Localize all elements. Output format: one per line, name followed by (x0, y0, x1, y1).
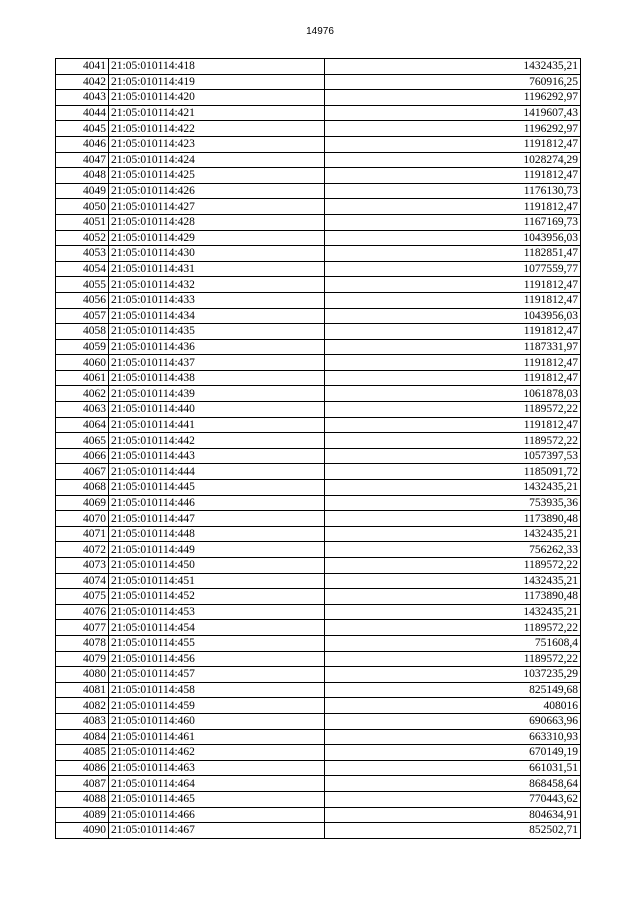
cadastral-number-cell: 21:05:010114:454 (109, 620, 325, 636)
table-row (56, 136, 581, 152)
table-row (56, 589, 581, 605)
table-row (56, 573, 581, 589)
cadastral-value-cell: 1037235,29 (325, 667, 581, 683)
row-number-cell: 4055 (56, 277, 109, 293)
cadastral-number-cell: 21:05:010114:426 (109, 183, 325, 199)
table-row (56, 324, 581, 340)
table-row (56, 168, 581, 184)
row-number-cell: 4079 (56, 651, 109, 667)
cadastral-number-cell: 21:05:010114:428 (109, 214, 325, 230)
cadastral-value-cell: 825149,68 (325, 682, 581, 698)
table-row (56, 339, 581, 355)
cadastral-number-cell: 21:05:010114:448 (109, 526, 325, 542)
table-row (56, 386, 581, 402)
row-number-cell: 4084 (56, 729, 109, 745)
cadastral-number-cell: 21:05:010114:422 (109, 121, 325, 137)
cadastral-value-cell: 1191812,47 (325, 292, 581, 308)
row-number-cell: 4071 (56, 526, 109, 542)
row-number-cell: 4085 (56, 745, 109, 761)
table-row (56, 59, 581, 75)
row-number-cell: 4064 (56, 417, 109, 433)
table-row (56, 698, 581, 714)
row-number-cell: 4081 (56, 682, 109, 698)
row-number-cell: 4060 (56, 355, 109, 371)
cadastral-value-cell: 661031,51 (325, 760, 581, 776)
cadastral-value-cell: 1176130,73 (325, 183, 581, 199)
cadastral-number-cell: 21:05:010114:445 (109, 480, 325, 496)
row-number-cell: 4075 (56, 589, 109, 605)
row-number-cell: 4047 (56, 152, 109, 168)
cadastral-number-cell: 21:05:010114:459 (109, 698, 325, 714)
row-number-cell: 4090 (56, 823, 109, 839)
cadastral-number-cell: 21:05:010114:462 (109, 745, 325, 761)
row-number-cell: 4050 (56, 199, 109, 215)
row-number-cell: 4062 (56, 386, 109, 402)
table-row (56, 604, 581, 620)
cadastral-value-cell: 690663,96 (325, 713, 581, 729)
row-number-cell: 4059 (56, 339, 109, 355)
row-number-cell: 4051 (56, 214, 109, 230)
cadastral-number-cell: 21:05:010114:457 (109, 667, 325, 683)
table-row (56, 791, 581, 807)
cadastral-value-cell: 1173890,48 (325, 589, 581, 605)
cadastral-number-cell: 21:05:010114:442 (109, 433, 325, 449)
row-number-cell: 4053 (56, 246, 109, 262)
cadastral-value-cell: 1432435,21 (325, 573, 581, 589)
cadastral-number-cell: 21:05:010114:431 (109, 261, 325, 277)
table-row (56, 355, 581, 371)
row-number-cell: 4063 (56, 402, 109, 418)
cadastral-value-cell: 1185091,72 (325, 464, 581, 480)
table-row (56, 542, 581, 558)
table-row (56, 713, 581, 729)
cadastral-number-cell: 21:05:010114:421 (109, 105, 325, 121)
cadastral-value-cell: 751608,4 (325, 635, 581, 651)
cadastral-value-cell: 1043956,03 (325, 230, 581, 246)
cadastral-number-cell: 21:05:010114:441 (109, 417, 325, 433)
cadastral-number-cell: 21:05:010114:439 (109, 386, 325, 402)
row-number-cell: 4065 (56, 433, 109, 449)
cadastral-value-cell: 1043956,03 (325, 308, 581, 324)
cadastral-number-cell: 21:05:010114:425 (109, 168, 325, 184)
cadastral-number-cell: 21:05:010114:419 (109, 74, 325, 90)
table-row (56, 495, 581, 511)
table-row (56, 277, 581, 293)
cadastral-number-cell: 21:05:010114:432 (109, 277, 325, 293)
cadastral-value-cell: 1191812,47 (325, 277, 581, 293)
table-row (56, 682, 581, 698)
cadastral-number-cell: 21:05:010114:456 (109, 651, 325, 667)
cadastral-number-cell: 21:05:010114:434 (109, 308, 325, 324)
cadastral-number-cell: 21:05:010114:435 (109, 324, 325, 340)
cadastral-number-cell: 21:05:010114:449 (109, 542, 325, 558)
cadastral-value-cell: 1189572,22 (325, 433, 581, 449)
cadastral-value-cell: 1189572,22 (325, 651, 581, 667)
row-number-cell: 4066 (56, 448, 109, 464)
table-row (56, 121, 581, 137)
cadastral-value-cell: 770443,62 (325, 791, 581, 807)
cadastral-value-cell: 1077559,77 (325, 261, 581, 277)
table-row (56, 745, 581, 761)
cadastral-value-cell: 756262,33 (325, 542, 581, 558)
row-number-cell: 4072 (56, 542, 109, 558)
cadastral-value-cell: 1191812,47 (325, 199, 581, 215)
table-row (56, 261, 581, 277)
cadastral-value-cell: 1432435,21 (325, 526, 581, 542)
table-row (56, 308, 581, 324)
cadastral-value-cell: 1167169,73 (325, 214, 581, 230)
cadastral-number-cell: 21:05:010114:437 (109, 355, 325, 371)
cadastral-value-cell: 1189572,22 (325, 402, 581, 418)
table-row (56, 246, 581, 262)
cadastral-value-cell: 1432435,21 (325, 604, 581, 620)
cadastral-value-cell: 1189572,22 (325, 558, 581, 574)
row-number-cell: 4048 (56, 168, 109, 184)
table-row (56, 760, 581, 776)
row-number-cell: 4067 (56, 464, 109, 480)
row-number-cell: 4042 (56, 74, 109, 90)
table-row (56, 90, 581, 106)
cadastral-value-cell: 852502,71 (325, 823, 581, 839)
cadastral-number-cell: 21:05:010114:436 (109, 339, 325, 355)
cadastral-value-cell: 1057397,53 (325, 448, 581, 464)
cadastral-number-cell: 21:05:010114:427 (109, 199, 325, 215)
table-row (56, 651, 581, 667)
cadastral-value-cell: 1191812,47 (325, 168, 581, 184)
row-number-cell: 4052 (56, 230, 109, 246)
table-row (56, 620, 581, 636)
row-number-cell: 4057 (56, 308, 109, 324)
row-number-cell: 4073 (56, 558, 109, 574)
cadastral-number-cell: 21:05:010114:440 (109, 402, 325, 418)
cadastral-number-cell: 21:05:010114:430 (109, 246, 325, 262)
cadastral-value-cell: 868458,64 (325, 776, 581, 792)
cadastral-number-cell: 21:05:010114:461 (109, 729, 325, 745)
cadastral-number-cell: 21:05:010114:458 (109, 682, 325, 698)
table-row (56, 105, 581, 121)
table-row (56, 417, 581, 433)
cadastral-value-cell: 1191812,47 (325, 355, 581, 371)
cadastral-value-cell: 1061878,03 (325, 386, 581, 402)
cadastral-number-cell: 21:05:010114:429 (109, 230, 325, 246)
cadastral-number-cell: 21:05:010114:464 (109, 776, 325, 792)
table-row (56, 292, 581, 308)
row-number-cell: 4041 (56, 59, 109, 75)
cadastral-number-cell: 21:05:010114:446 (109, 495, 325, 511)
table-row (56, 214, 581, 230)
row-number-cell: 4088 (56, 791, 109, 807)
cadastral-number-cell: 21:05:010114:455 (109, 635, 325, 651)
cadastral-value-cell: 1196292,97 (325, 121, 581, 137)
cadastral-value-cell: 1191812,47 (325, 417, 581, 433)
cadastral-value-cell: 663310,93 (325, 729, 581, 745)
table-row (56, 526, 581, 542)
cadastral-value-cell: 1419607,43 (325, 105, 581, 121)
cadastral-value-cell: 753935,36 (325, 495, 581, 511)
row-number-cell: 4061 (56, 370, 109, 386)
table-row (56, 729, 581, 745)
cadastral-value-cell: 1187331,97 (325, 339, 581, 355)
cadastral-value-cell: 1191812,47 (325, 370, 581, 386)
row-number-cell: 4074 (56, 573, 109, 589)
table-row (56, 776, 581, 792)
cadastral-number-cell: 21:05:010114:443 (109, 448, 325, 464)
cadastral-value-cell: 1189572,22 (325, 620, 581, 636)
cadastral-value-cell: 1432435,21 (325, 59, 581, 75)
table-row (56, 448, 581, 464)
table-row (56, 433, 581, 449)
cadastral-number-cell: 21:05:010114:424 (109, 152, 325, 168)
table-row (56, 152, 581, 168)
table-row (56, 230, 581, 246)
row-number-cell: 4089 (56, 807, 109, 823)
cadastral-value-table (55, 58, 581, 839)
cadastral-number-cell: 21:05:010114:447 (109, 511, 325, 527)
cadastral-number-cell: 21:05:010114:460 (109, 713, 325, 729)
cadastral-number-cell: 21:05:010114:420 (109, 90, 325, 106)
row-number-cell: 4058 (56, 324, 109, 340)
cadastral-number-cell: 21:05:010114:444 (109, 464, 325, 480)
cadastral-value-cell: 804634,91 (325, 807, 581, 823)
cadastral-number-cell: 21:05:010114:438 (109, 370, 325, 386)
cadastral-value-cell: 1196292,97 (325, 90, 581, 106)
table-row (56, 370, 581, 386)
table-row (56, 558, 581, 574)
cadastral-number-cell: 21:05:010114:463 (109, 760, 325, 776)
table-row (56, 480, 581, 496)
cadastral-number-cell: 21:05:010114:423 (109, 136, 325, 152)
row-number-cell: 4086 (56, 760, 109, 776)
row-number-cell: 4049 (56, 183, 109, 199)
cadastral-value-cell: 670149,19 (325, 745, 581, 761)
cadastral-value-cell: 408016 (325, 698, 581, 714)
table-row (56, 183, 581, 199)
row-number-cell: 4083 (56, 713, 109, 729)
table-row (56, 74, 581, 90)
table-row (56, 807, 581, 823)
table-row (56, 464, 581, 480)
cadastral-number-cell: 21:05:010114:450 (109, 558, 325, 574)
cadastral-value-cell: 760916,25 (325, 74, 581, 90)
cadastral-number-cell: 21:05:010114:467 (109, 823, 325, 839)
row-number-cell: 4054 (56, 261, 109, 277)
cadastral-number-cell: 21:05:010114:466 (109, 807, 325, 823)
cadastral-value-cell: 1432435,21 (325, 480, 581, 496)
table-row (56, 667, 581, 683)
cadastral-number-cell: 21:05:010114:452 (109, 589, 325, 605)
table-row (56, 823, 581, 839)
table-body (56, 59, 581, 839)
row-number-cell: 4044 (56, 105, 109, 121)
cadastral-value-cell: 1191812,47 (325, 136, 581, 152)
row-number-cell: 4043 (56, 90, 109, 106)
row-number-cell: 4046 (56, 136, 109, 152)
cadastral-number-cell: 21:05:010114:433 (109, 292, 325, 308)
row-number-cell: 4077 (56, 620, 109, 636)
cadastral-value-cell: 1191812,47 (325, 324, 581, 340)
table-row (56, 635, 581, 651)
table-row (56, 199, 581, 215)
cadastral-number-cell: 21:05:010114:451 (109, 573, 325, 589)
row-number-cell: 4080 (56, 667, 109, 683)
row-number-cell: 4087 (56, 776, 109, 792)
cadastral-value-cell: 1173890,48 (325, 511, 581, 527)
row-number-cell: 4069 (56, 495, 109, 511)
table-row (56, 511, 581, 527)
table-row (56, 402, 581, 418)
page-number: 14976 (306, 26, 334, 37)
cadastral-value-cell: 1028274,29 (325, 152, 581, 168)
cadastral-value-cell: 1182851,47 (325, 246, 581, 262)
row-number-cell: 4076 (56, 604, 109, 620)
row-number-cell: 4070 (56, 511, 109, 527)
cadastral-number-cell: 21:05:010114:418 (109, 59, 325, 75)
row-number-cell: 4078 (56, 635, 109, 651)
cadastral-number-cell: 21:05:010114:453 (109, 604, 325, 620)
cadastral-number-cell: 21:05:010114:465 (109, 791, 325, 807)
row-number-cell: 4045 (56, 121, 109, 137)
row-number-cell: 4056 (56, 292, 109, 308)
row-number-cell: 4082 (56, 698, 109, 714)
row-number-cell: 4068 (56, 480, 109, 496)
